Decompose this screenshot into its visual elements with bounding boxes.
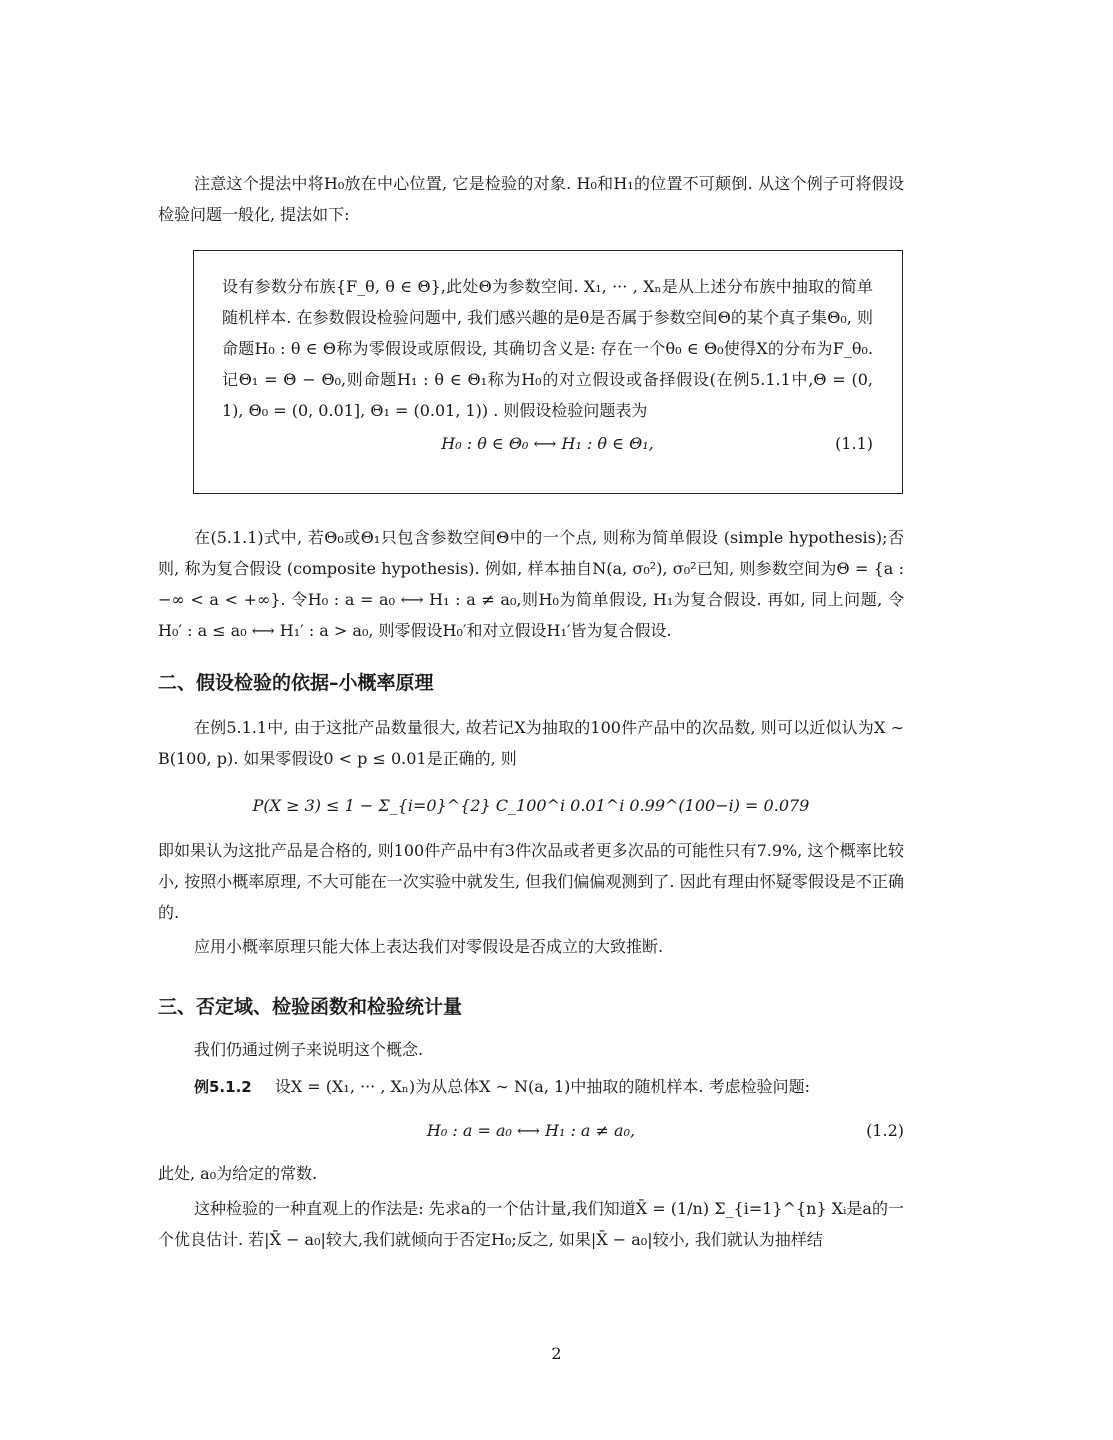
example-5-1-2 [158,1071,904,1103]
equation-1-2 [158,1115,904,1146]
equation-number: (1.1) [835,434,873,453]
section-2-heading: 二、假设检验的依据–小概率原理 [158,672,434,694]
equation-1-1 [222,428,873,459]
paragraph-estimator: 这种检验的一种直观上的作法是: 先求a的一个估计量,我们知道X̄ = (1/n) Σ_{i=1}^{n} Xᵢ是a的一个优良估计. 若|X̄ − a₀|较大,我们就倾向于否定H₀;反之, 如果|X̄ − a₀|较小, 我们就认为抽样结 [158,1199,904,1249]
equation-number-1-2: (1.2) [866,1121,904,1140]
equation-probability [158,790,904,821]
hypothesis-definition-box [193,250,903,494]
equation-1-2-body: H₀ : a = a₀ ⟷ H₁ : a ≠ a₀, [426,1121,636,1140]
paragraph-small-probability: 在例5.1.1中, 由于这批产品数量很大, 故若记X为抽取的100件产品中的次品数, 则可以近似认为X ∼ B(100, p). 如果零假设0 < p ≤ 0.01是正确的, 则 [158,718,904,768]
page-body [158,168,904,1255]
equation-1-1-body: H₀ : θ ∈ Θ₀ ⟷ H₁ : θ ∈ Θ₁, [441,434,654,453]
section-3-heading: 三、否定域、检验函数和检验统计量 [158,996,463,1018]
example-text: 设X = (X₁, ··· , Xₙ)为从总体X ∼ N(a, 1)中抽取的随机样本. 考虑检验问题: [274,1077,810,1096]
paragraph-intro: 注意这个提法中将H₀放在中心位置, 它是检验的对象. H₀和H₁的位置不可颠倒. 从这个例子可将假设检验问题一般化, 提法如下: [158,174,904,224]
paragraph-constant: 此处, a₀为给定的常数. [158,1164,318,1183]
box-text: 设有参数分布族{F_θ, θ ∈ Θ},此处Θ为参数空间. X₁, ··· , Xₙ是从上述分布族中抽取的简单随机样本. 在参数假设检验问题中, 我们感兴趣的是θ是否属于参数空间Θ的某个真子集Θ₀, 则命题H₀ : θ ∈ Θ称为零假设或原假设, 其确切含义是: 存在一个θ₀ ∈ Θ₀使得X的分布为F_θ₀. 记Θ₁ = Θ − Θ₀,则命题H₁ : θ ∈ Θ₁称为H₀的对立假设或备择假设(在例5.1.1中,Θ = (0, 1), Θ₀ = (0, 0.01], Θ₁ = (0.01, 1)) . 则假设检验问题表为 [222,277,873,420]
paragraph-simple-composite: 在(5.1.1)式中, 若Θ₀或Θ₁只包含参数空间Θ中的一个点, 则称为简单假设 (simple hypothesis);否则, 称为复合假设 (composite hypothesis). 例如, 样本抽自N(a, σ₀²), σ₀²已知, 则参数空间为Θ = {a : −∞ < a < +∞}. 令H₀ : a = a₀ ⟷ H₁ : a ≠ a₀,则H₀为简单假设, H₁为复合假设. 再如, 同上问题, 令H₀′ : a ≤ a₀ ⟷ H₁′ : a > a₀, 则零假设H₀′和对立假设H₁′皆为复合假设. [158,528,904,640]
paragraph-conclusion: 即如果认为这批产品是合格的, 则100件产品中有3件次品或者更多次品的可能性只有7.9%, 这个概率比较小, 按照小概率原理, 不大可能在一次实验中就发生, 但我们偏偏观测到了. 因此有理由怀疑零假设是不正确的. [158,841,904,922]
equation-probability-body: P(X ≥ 3) ≤ 1 − Σ_{i=0}^{2} C_100^i 0.01^i 0.99^(100−i) = 0.079 [252,796,810,815]
paragraph-principle: 应用小概率原理只能大体上表达我们对零假设是否成立的大致推断. [194,937,664,956]
paragraph-concept: 我们仍通过例子来说明这个概念. [194,1040,424,1059]
page-number: 2 [551,1344,562,1363]
example-label: 例5.1.2 [194,1078,252,1096]
